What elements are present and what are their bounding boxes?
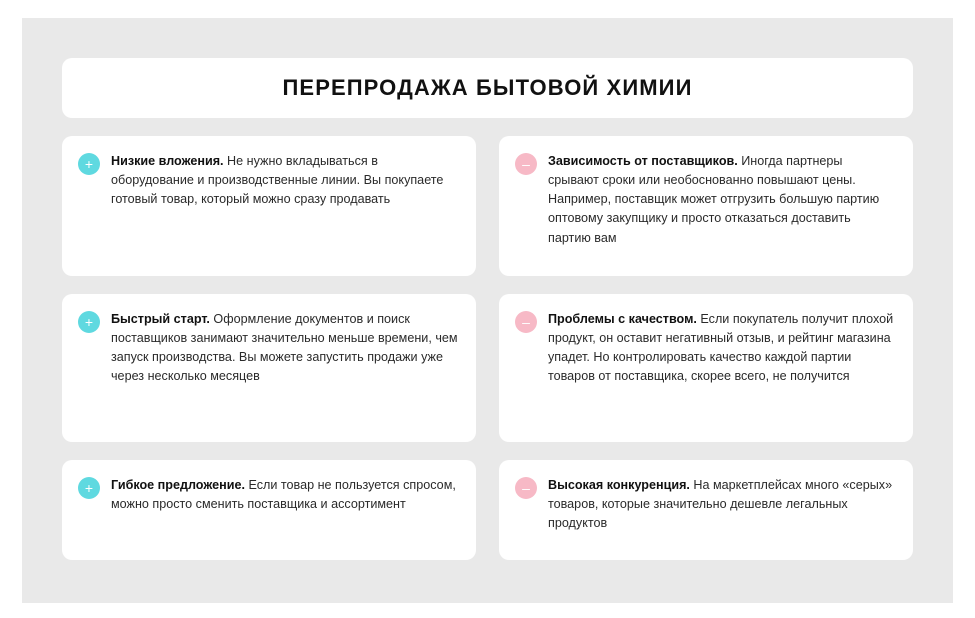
minus-icon: – <box>515 153 537 175</box>
minus-icon: – <box>515 477 537 499</box>
pros-card-2-body: Оформление документов и поиск поставщиков занимают значительно меньше времени, чем запуск производства. Вы можете запустить продажи уже через несколько месяцев <box>111 312 458 384</box>
plus-icon: + <box>78 153 100 175</box>
cons-card-3-text <box>548 476 895 533</box>
pros-card-3-body: Если товар не пользуется спросом, можно просто сменить поставщика и ассортимент <box>111 478 456 512</box>
cons-card-2-lead: Проблемы с качеством. <box>548 312 697 326</box>
cons-card-1 <box>499 136 913 276</box>
cons-card-2-text <box>548 310 895 387</box>
pros-card-2-lead: Быстрый старт. <box>111 312 210 326</box>
pros-card-1 <box>62 136 476 276</box>
pros-card-1-body: Не нужно вкладываться в оборудование и производственные линии. Вы покупаете готовый товар, который можно сразу продавать <box>111 154 444 207</box>
cons-column <box>499 136 913 560</box>
cons-card-2 <box>499 294 913 442</box>
pros-card-2 <box>62 294 476 442</box>
page-title: ПЕРЕПРОДАЖА БЫТОВОЙ ХИМИИ <box>282 75 693 100</box>
plus-icon: + <box>78 477 100 499</box>
pros-card-3-text <box>111 476 458 514</box>
cons-card-3-body: На маркетплейсах много «серых» товаров, которые значительно дешевле легальных продуктов <box>548 478 893 531</box>
cons-card-3-lead: Высокая конкуренция. <box>548 478 690 492</box>
minus-icon: – <box>515 311 537 333</box>
cons-card-3 <box>499 460 913 560</box>
infographic-board <box>22 18 953 603</box>
cons-card-1-lead: Зависимость от поставщиков. <box>548 154 738 168</box>
cons-card-2-body: Если покупатель получит плохой продукт, он оставит негативный отзыв, и рейтинг магазина упадет. Но контролировать качество каждой партии товаров от поставщика, скорее всего, не получится <box>548 312 894 384</box>
pros-card-1-text <box>111 152 458 209</box>
cons-card-1-text <box>548 152 895 248</box>
pros-card-3 <box>62 460 476 560</box>
columns-container <box>62 136 913 560</box>
pros-card-1-lead: Низкие вложения. <box>111 154 224 168</box>
cons-card-1-body: Иногда партнеры срывают сроки или необоснованно повышают цены. Например, поставщик может отгрузить большую партию оптовому закупщику и просто отказаться доставить партию вам <box>548 154 880 245</box>
pros-card-2-text <box>111 310 458 387</box>
pros-card-3-lead: Гибкое предложение. <box>111 478 245 492</box>
plus-icon: + <box>78 311 100 333</box>
title-card <box>62 58 913 118</box>
pros-column <box>62 136 476 560</box>
